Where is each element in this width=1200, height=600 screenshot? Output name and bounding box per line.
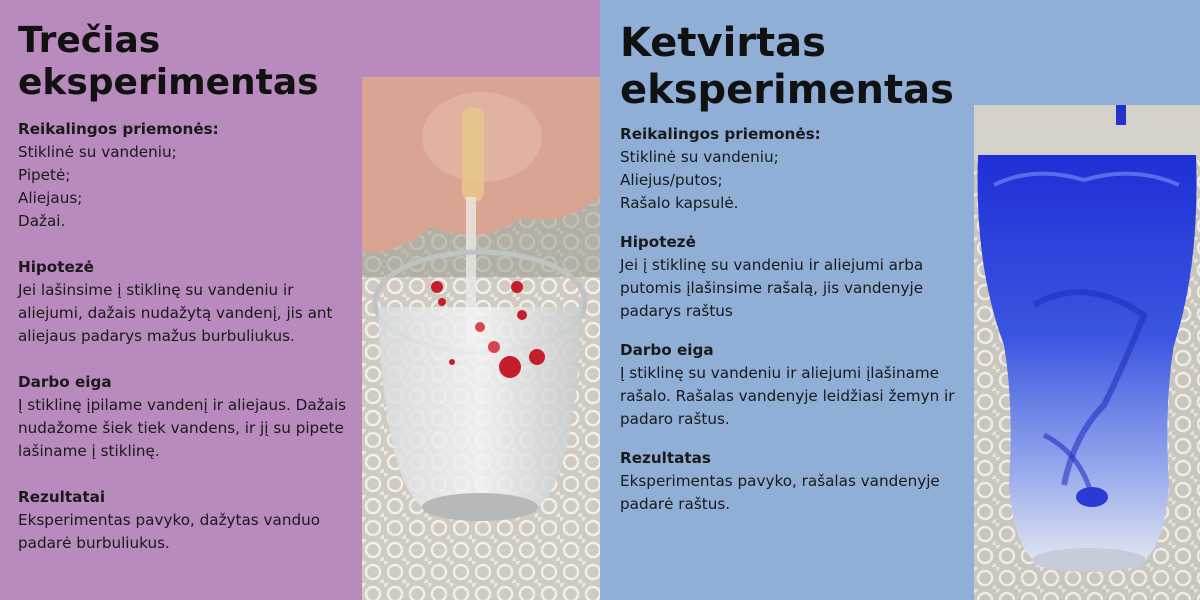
experiment-3-body: [18, 118, 348, 578]
materials-item: Stiklinė su vandeniu;: [620, 148, 779, 166]
title-line: Ketvirtas: [620, 20, 826, 66]
experiment-3-title: [18, 20, 319, 104]
results-text: padarė raštus.: [620, 495, 731, 513]
procedure-text: nudažome šiek tiek vandens, ir jį su pipete: [18, 419, 344, 437]
materials-item: Aliejus/putos;: [620, 171, 723, 189]
hypothesis-text: aliejaus padarys mažus burbuliukus.: [18, 327, 295, 345]
results-section: [18, 486, 348, 555]
materials-item: Stiklinė su vandeniu;: [18, 143, 177, 161]
hypothesis-text: padarys raštus: [620, 302, 733, 320]
experiment-4-panel: [600, 0, 1200, 600]
hypothesis-heading: Hipotezė: [620, 233, 696, 251]
materials-item: Pipetė;: [18, 166, 71, 184]
hypothesis-text: putomis įlašinsime rašalą, jis vandenyje: [620, 279, 924, 297]
procedure-text: Į stiklinę įpilame vandenį ir aliejaus. Dažais: [18, 396, 347, 414]
results-text: Eksperimentas pavyko, rašalas vandenyje: [620, 472, 940, 490]
results-text: Eksperimentas pavyko, dažytas vanduo: [18, 511, 321, 529]
materials-item: Aliejaus;: [18, 189, 83, 207]
procedure-text: Į stiklinę su vandeniu ir aliejumi įlašiname: [620, 364, 940, 382]
title-line: eksperimentas: [18, 62, 319, 104]
experiment-4-body: [620, 123, 960, 532]
procedure-text: lašiname į stiklinę.: [18, 442, 160, 460]
procedure-section: [620, 339, 960, 431]
hypothesis-text: Jei lašinsime į stiklinę su vandeniu ir: [18, 281, 294, 299]
procedure-text: rašalo. Rašalas vandenyje leidžiasi žemyn ir: [620, 387, 955, 405]
materials-item: Rašalo kapsulė.: [620, 194, 739, 212]
results-heading: Rezultatas: [620, 449, 711, 467]
results-section: [620, 447, 960, 516]
procedure-text: padaro raštus.: [620, 410, 730, 428]
materials-heading: Reikalingos priemonės:: [18, 120, 219, 138]
hypothesis-heading: Hipotezė: [18, 258, 94, 276]
materials-item: Dažai.: [18, 212, 66, 230]
materials-heading: Reikalingos priemonės:: [620, 125, 821, 143]
hypothesis-section: [18, 256, 348, 348]
materials-section: [18, 118, 348, 233]
title-line: eksperimentas: [620, 66, 954, 113]
experiment-4-title: [620, 20, 954, 114]
hypothesis-text: aliejumi, dažais nudažytą vandenį, jis ant: [18, 304, 333, 322]
materials-section: [620, 123, 960, 215]
procedure-section: [18, 371, 348, 463]
hypothesis-section: [620, 231, 960, 323]
results-heading: Rezultatai: [18, 488, 106, 506]
procedure-heading: Darbo eiga: [620, 341, 714, 359]
hypothesis-text: Jei į stiklinę su vandeniu ir aliejumi arba: [620, 256, 924, 274]
experiment-4-photo: [974, 105, 1200, 600]
results-text: padarė burbuliukus.: [18, 534, 170, 552]
title-line: Trečias: [18, 20, 161, 61]
procedure-heading: Darbo eiga: [18, 373, 112, 391]
experiment-3-photo: [362, 77, 600, 600]
